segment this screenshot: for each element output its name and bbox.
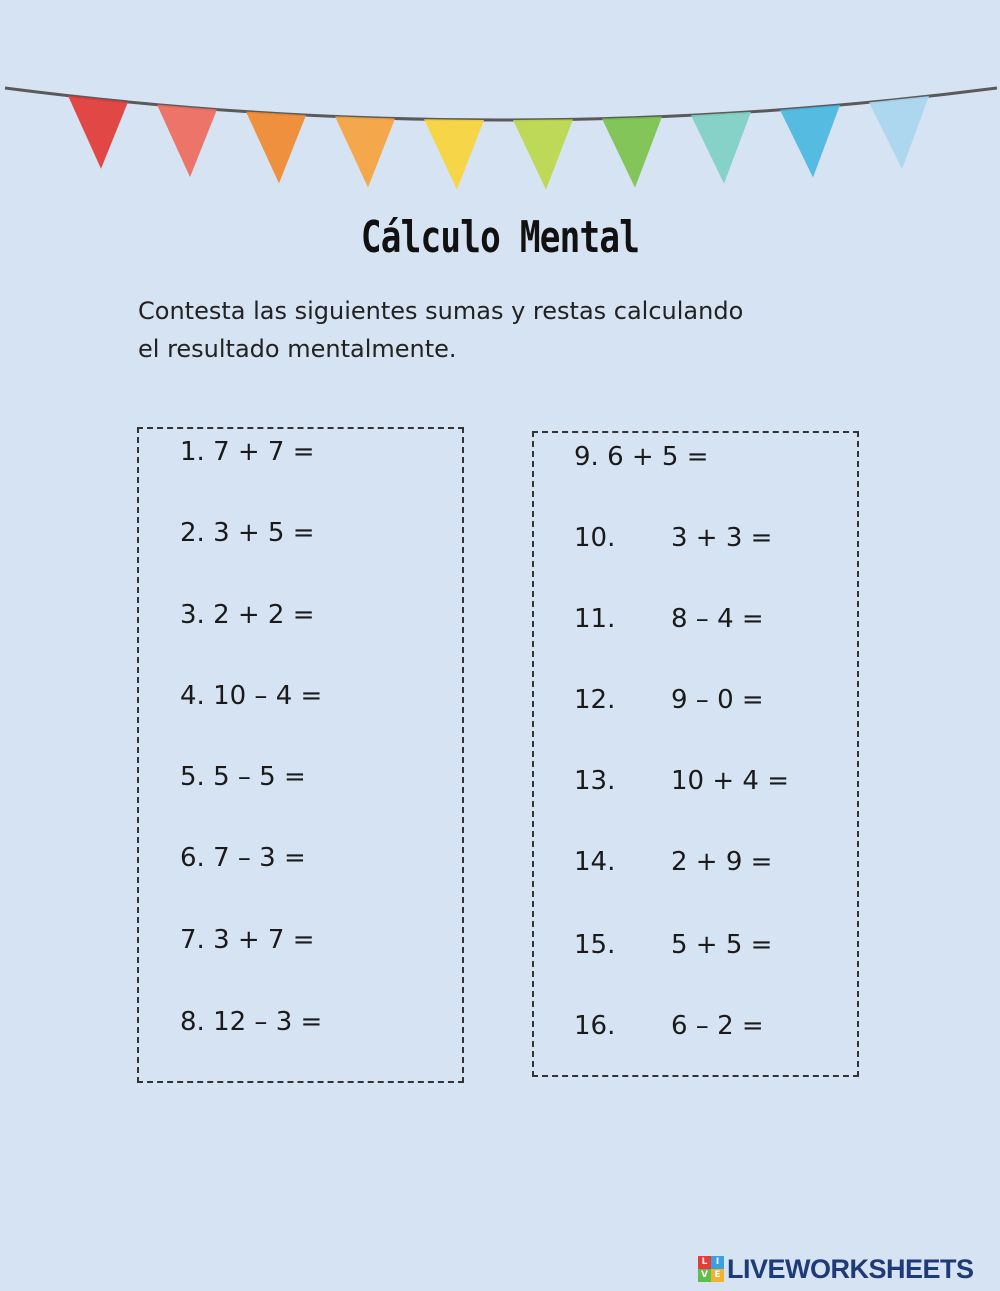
exercise-item: 16. 6 – 2 = — [574, 1011, 764, 1041]
bunting-flag — [780, 105, 840, 177]
exercise-box-right — [532, 431, 859, 1077]
exercise-item: 4. 10 – 4 = — [180, 681, 323, 711]
exercise-item: 12. 9 – 0 = — [574, 685, 764, 715]
exercise-item: 14. 2 + 9 = — [574, 847, 773, 877]
exercise-item: 5. 5 – 5 = — [180, 762, 306, 792]
bunting-flag — [335, 116, 395, 187]
bunting-decoration — [0, 70, 1000, 210]
instructions-line-2: el resultado mentalmente. — [138, 335, 457, 363]
bunting-flag — [424, 119, 484, 189]
instructions — [138, 292, 898, 368]
bunting-flag — [68, 96, 128, 169]
exercise-item: 8. 12 – 3 = — [180, 1007, 323, 1037]
bunting-flag — [691, 112, 751, 184]
bunting-flag — [602, 117, 662, 188]
exercise-item: 9. 6 + 5 = — [574, 442, 709, 472]
bunting-flag — [513, 119, 573, 189]
exercise-item: 13. 10 + 4 = — [574, 766, 789, 796]
logo-text: LIVEWORKSHEETS — [727, 1253, 974, 1284]
bunting-flag — [869, 96, 929, 169]
exercise-item: 7. 3 + 7 = — [180, 925, 315, 955]
exercise-item: 2. 3 + 5 = — [180, 518, 315, 548]
exercise-item: 11. 8 – 4 = — [574, 604, 764, 634]
bunting-string — [5, 88, 997, 120]
instructions-line-1: Contesta las siguientes sumas y restas calculando — [138, 297, 744, 325]
exercise-item: 15. 5 + 5 = — [574, 930, 773, 960]
logo-mark-icon: L I V E — [698, 1256, 724, 1282]
exercise-item: 6. 7 – 3 = — [180, 843, 306, 873]
bunting-flag — [246, 112, 306, 184]
exercise-item: 1. 7 + 7 = — [180, 437, 315, 467]
page-title: Cálculo Mental — [360, 212, 640, 263]
exercise-item: 10. 3 + 3 = — [574, 523, 773, 553]
bunting-flag — [157, 105, 217, 177]
liveworksheets-logo — [698, 1253, 974, 1285]
exercise-box-left — [137, 427, 464, 1083]
exercise-item: 3. 2 + 2 = — [180, 600, 315, 630]
